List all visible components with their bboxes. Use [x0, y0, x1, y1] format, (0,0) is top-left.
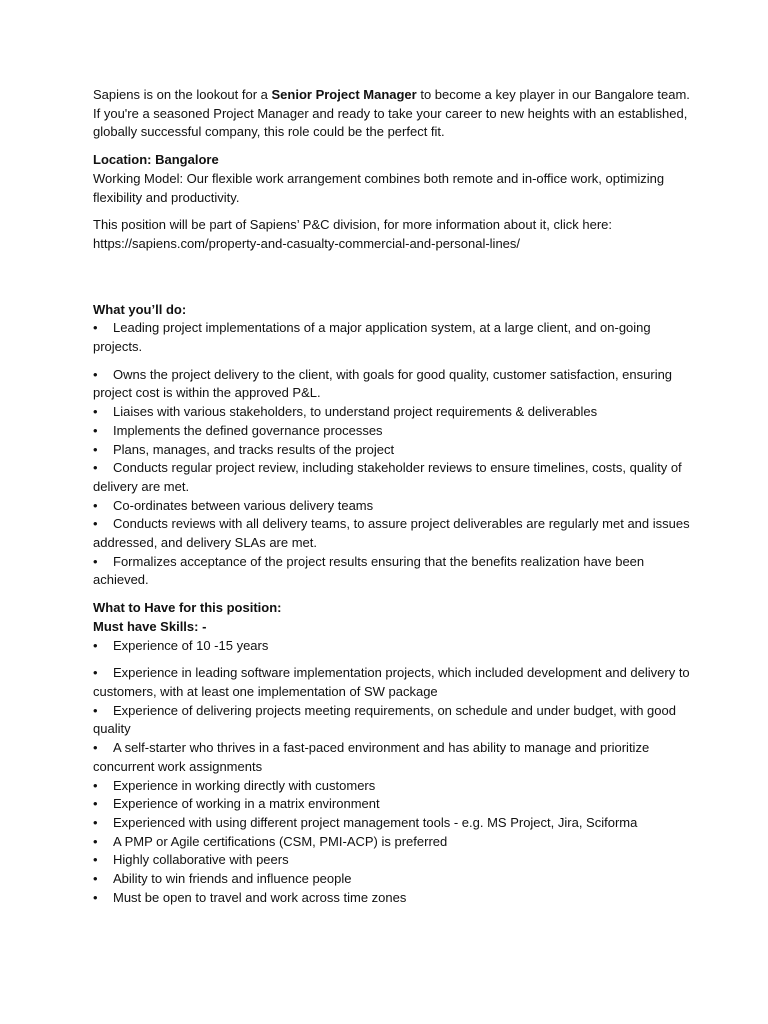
bullet-glyph: •: [93, 637, 98, 653]
working-model-text: Working Model: Our flexible work arrangement combines both remote and in-office work, optimizing flexibility and productivity.: [93, 170, 665, 205]
what-to-have-heading: What to Have for this position:: [93, 600, 282, 616]
what-you-do-heading: What you’ll do:: [93, 301, 187, 317]
list-item: • Co-ordinates between various delivery teams: [93, 497, 693, 516]
division-paragraph: [93, 216, 693, 253]
list-item: • Conducts reviews with all delivery teams, to assure project deliverables are regularly met and issues addressed, and delivery SLAs are met.: [93, 516, 690, 551]
list-item: • Experience in leading software implementation projects, which included development and delivery to customers, with at least one implementation of SW package: [93, 665, 690, 699]
list-item: • Experience in working directly with customers: [93, 777, 693, 796]
bullet-glyph: •: [93, 404, 98, 420]
role-title: Senior Project Manager: [271, 87, 417, 102]
list-item: • Liaises with various stakeholders, to understand project requirements & deliverables: [93, 403, 693, 422]
bullet-glyph: •: [93, 871, 98, 887]
intro-text-end: to become a key player in our Bangalore team. If you're a seasoned Project Manager and ready to take your career to new heights with an established, globally successful company, this role could be the perfect fit.: [93, 87, 690, 140]
list-item: • Plans, manages, and tracks results of the project: [93, 441, 693, 460]
bullet-glyph: •: [93, 422, 98, 438]
list-item: • Conducts regular project review, including stakeholder reviews to ensure timelines, costs, quality of delivery are met.: [93, 460, 682, 494]
intro-text-start: Sapiens is on the lookout for a: [93, 87, 272, 102]
list-item: • Owns the project delivery to the client, with goals for good quality, customer satisfaction, ensuring project cost is within the approved P&L.: [93, 366, 673, 401]
division-link[interactable]: https://sapiens.com/property-and-casualty-commercial-and-personal-lines/: [93, 235, 521, 251]
list-item: • Experience of delivering projects meeting requirements, on schedule and under budget, with good quality: [93, 702, 676, 737]
bullet-glyph: •: [93, 460, 98, 476]
bullet-glyph: •: [93, 833, 98, 849]
list-item: • A PMP or Agile certifications (CSM, PMI-ACP) is preferred: [93, 833, 693, 852]
job-description-document: [93, 86, 693, 907]
bullet-glyph: •: [93, 852, 98, 868]
list-item: • Experienced with using different project management tools - e.g. MS Project, Jira, Sciforma: [93, 814, 693, 833]
list-item: • Must be open to travel and work across time zones: [93, 889, 693, 908]
must-have-skills-subheading: Must have Skills: -: [93, 618, 207, 634]
list-item: • Implements the defined governance processes: [93, 422, 693, 441]
bullet-glyph: •: [93, 740, 98, 756]
list-item: • Experience of working in a matrix environment: [93, 795, 693, 814]
bullet-glyph: •: [93, 366, 98, 382]
location-label: Location: Bangalore: [93, 152, 219, 168]
bullet-glyph: •: [93, 665, 98, 681]
intro-paragraph: [93, 86, 693, 142]
bullet-glyph: •: [93, 441, 98, 457]
list-item: • A self-starter who thrives in a fast-paced environment and has ability to manage and prioritize concurrent work assignments: [93, 740, 650, 774]
list-item: • Experience of 10 -15 years: [93, 637, 693, 656]
list-item: • Leading project implementations of a major application system, at a large client, and on-going projects.: [93, 320, 651, 355]
bullet-glyph: •: [93, 497, 98, 513]
list-item: • Ability to win friends and influence people: [93, 870, 693, 889]
bullet-glyph: •: [93, 320, 98, 336]
bullet-glyph: •: [93, 814, 98, 830]
bullet-glyph: •: [93, 516, 98, 532]
bullet-glyph: •: [93, 553, 98, 569]
list-item: • Formalizes acceptance of the project results ensuring that the benefits realization have been achieved.: [93, 553, 645, 588]
bullet-glyph: •: [93, 889, 98, 905]
bullet-glyph: •: [93, 796, 98, 812]
bullet-glyph: •: [93, 702, 98, 718]
list-item: • Highly collaborative with peers: [93, 851, 693, 870]
bullet-glyph: •: [93, 777, 98, 793]
division-text: This position will be part of Sapiens’ P&C division, for more information about it, click here:: [93, 217, 613, 233]
